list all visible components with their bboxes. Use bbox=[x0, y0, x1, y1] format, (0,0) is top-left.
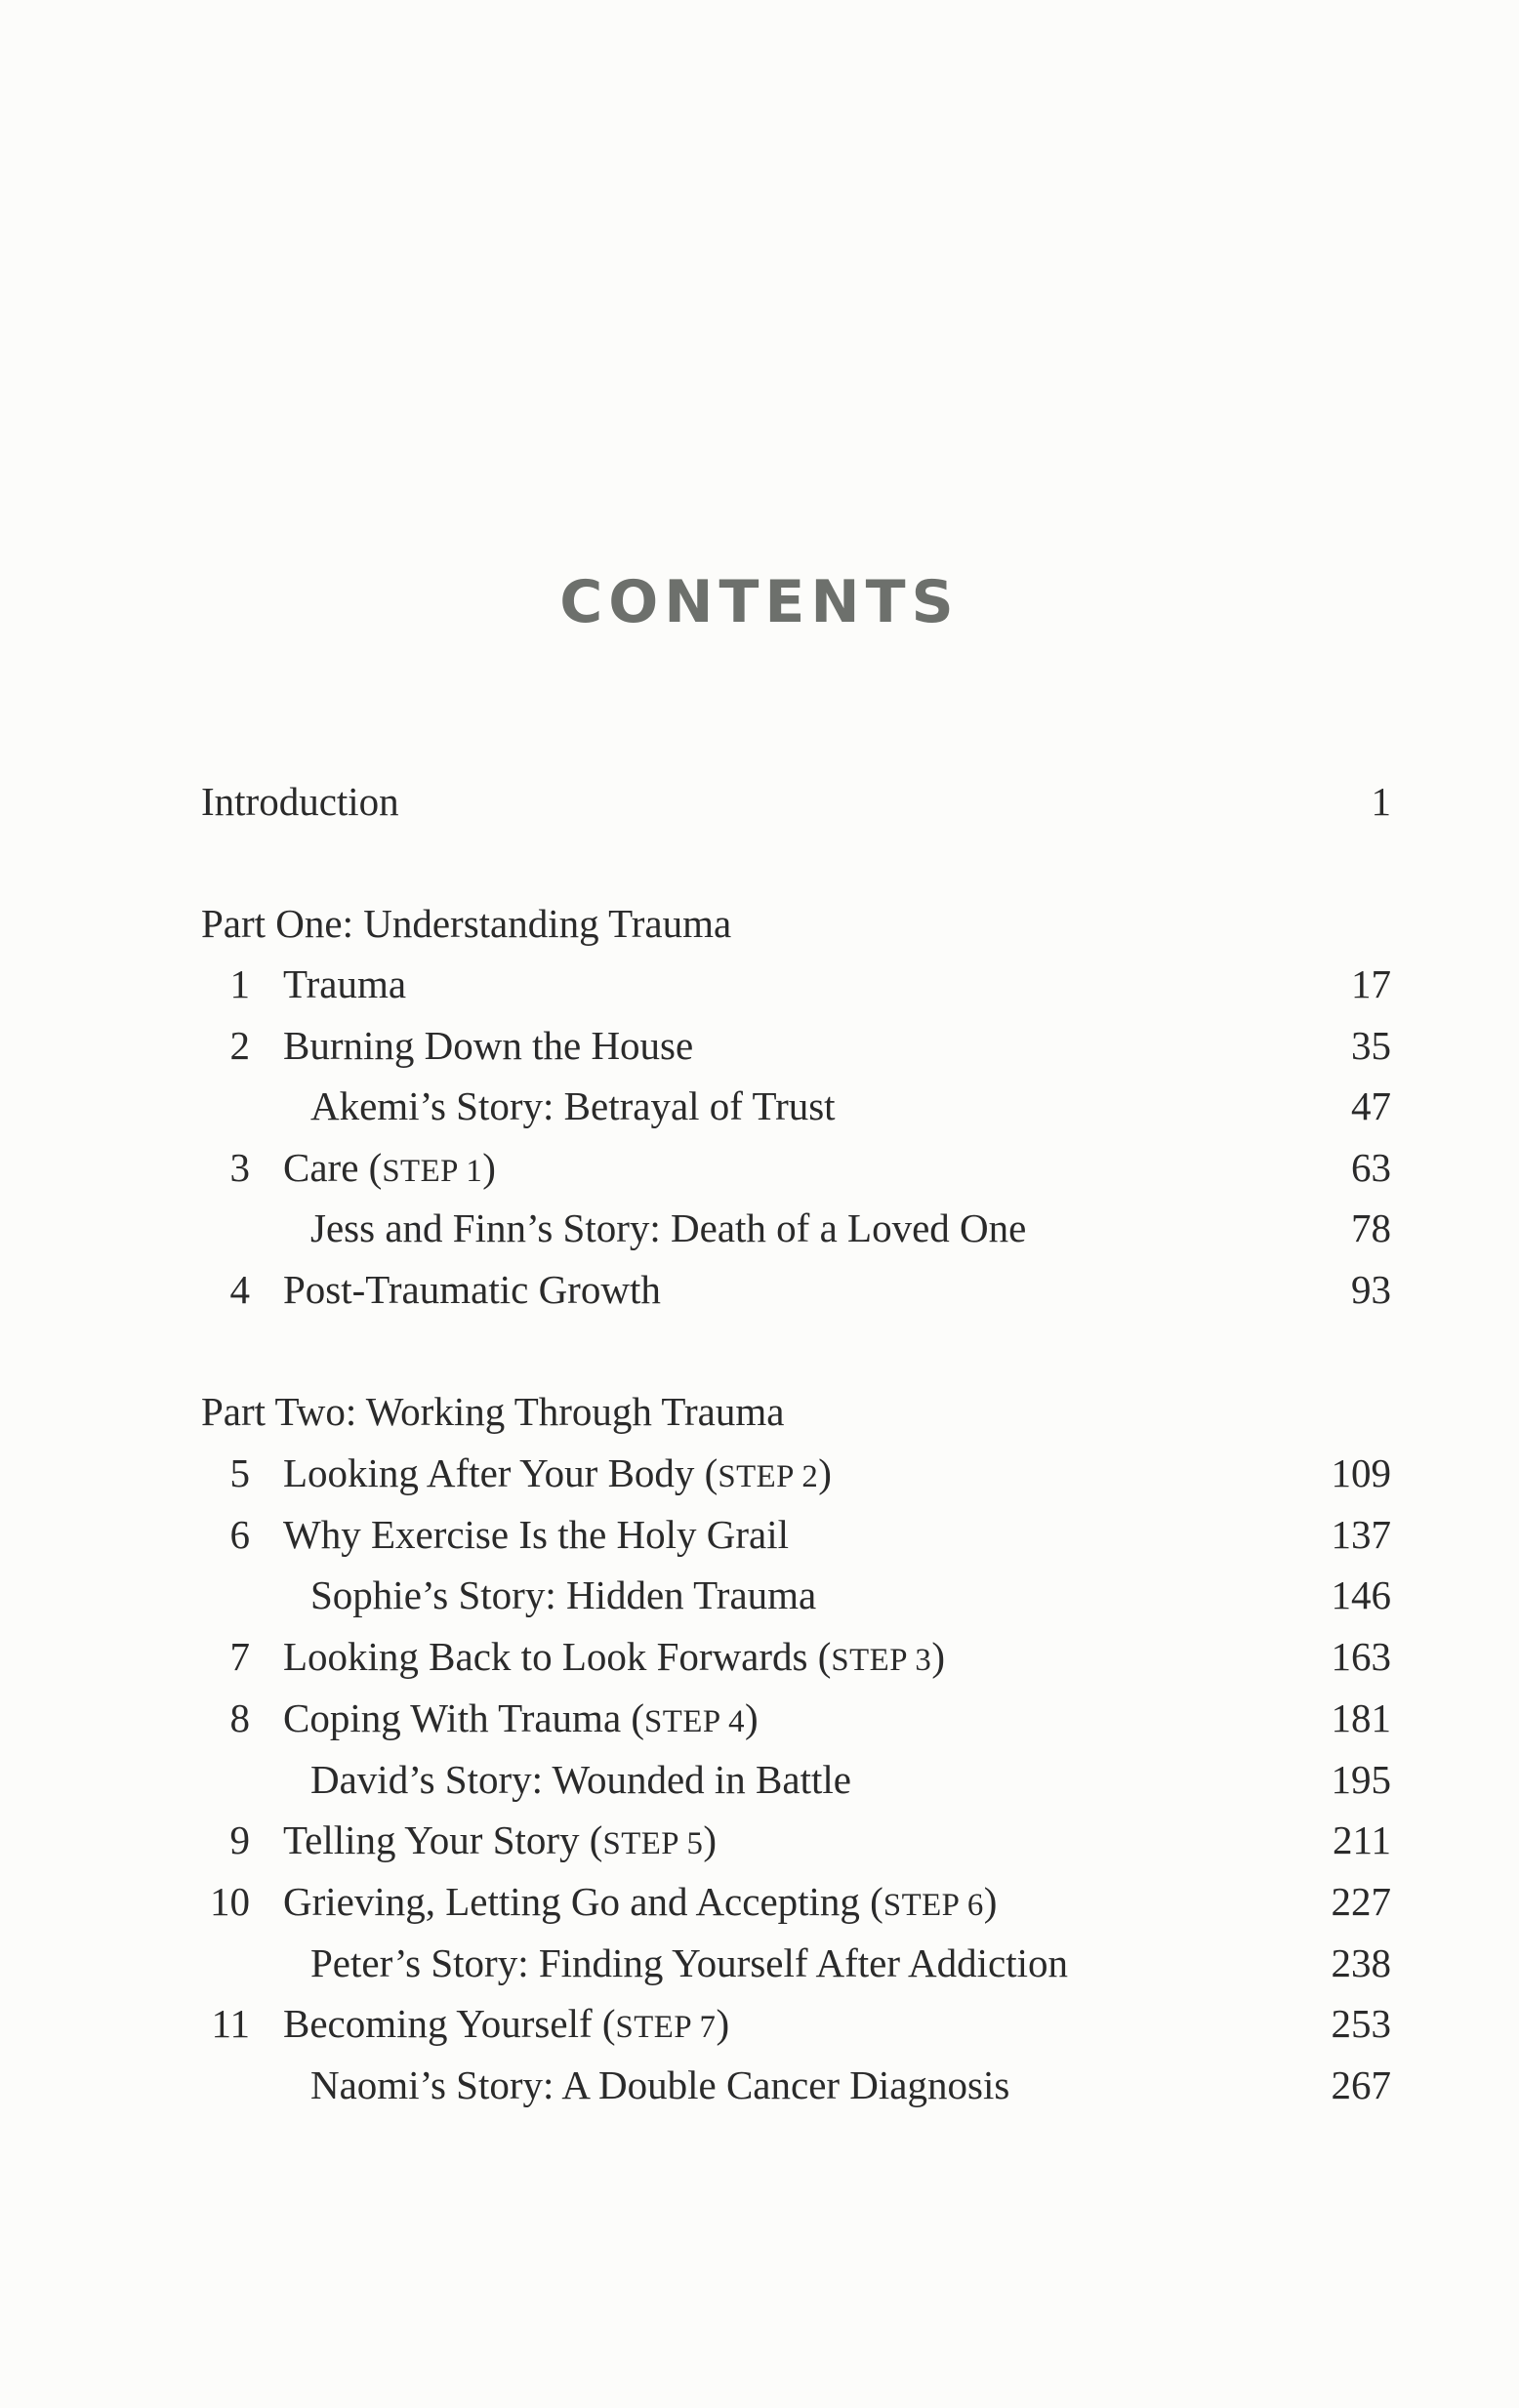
closing-paren: ) bbox=[716, 2001, 730, 2047]
page-title: CONTENTS bbox=[559, 568, 960, 636]
entry-page: 253 bbox=[1331, 2001, 1391, 2047]
toc-entry bbox=[0, 1749, 1519, 1810]
entry-page: 47 bbox=[1351, 1083, 1391, 1129]
title-text: Jess and Finn’s Story: Death of a Loved One bbox=[310, 1205, 1027, 1251]
toc-entry bbox=[0, 1993, 1519, 2054]
chapter-number: 4 bbox=[229, 1267, 250, 1312]
entry-page: 93 bbox=[1351, 1267, 1391, 1312]
chapter-number: 3 bbox=[229, 1144, 250, 1190]
chapter-number: 2 bbox=[229, 1022, 250, 1068]
entry-page: 211 bbox=[1333, 1817, 1391, 1863]
title-text: Looking Back to Look Forwards ( bbox=[283, 1634, 832, 1680]
closing-paren: ) bbox=[744, 1694, 759, 1740]
chapter-number: 1 bbox=[229, 961, 250, 1006]
chapter-number: 7 bbox=[229, 1634, 250, 1680]
chapter-title bbox=[283, 1443, 832, 1507]
story-title bbox=[310, 1749, 851, 1810]
toc-entry bbox=[0, 1688, 1519, 1748]
entry-page: 78 bbox=[1351, 1205, 1391, 1251]
chapter-number: 10 bbox=[210, 1878, 250, 1924]
part-one-heading bbox=[0, 893, 1519, 954]
toc-entry bbox=[0, 1443, 1519, 1503]
chapter-title bbox=[283, 1688, 759, 1752]
entry-page: 195 bbox=[1331, 1756, 1391, 1802]
story-title bbox=[310, 1933, 1068, 1993]
title-text: Naomi’s Story: A Double Cancer Diagnosis bbox=[310, 2062, 1010, 2107]
chapter-title bbox=[283, 1259, 661, 1320]
chapter-number: 9 bbox=[229, 1817, 250, 1863]
entry-page: 227 bbox=[1331, 1878, 1391, 1924]
closing-paren: ) bbox=[703, 1817, 718, 1863]
chapter-title bbox=[283, 1871, 997, 1936]
title-text: Peter’s Story: Finding Yourself After Addiction bbox=[310, 1939, 1068, 1985]
chapter-title bbox=[283, 1810, 717, 1874]
story-title bbox=[310, 2055, 1009, 2115]
title-text: Post-Traumatic Growth bbox=[283, 1267, 661, 1312]
toc-entry bbox=[0, 1259, 1519, 1320]
step-label: STEP 7 bbox=[615, 2010, 717, 2046]
entry-page: 181 bbox=[1331, 1694, 1391, 1740]
step-label: STEP 3 bbox=[831, 1643, 932, 1679]
step-label: STEP 5 bbox=[602, 1826, 704, 1862]
closing-paren: ) bbox=[818, 1450, 832, 1495]
title-text: Akemi’s Story: Betrayal of Trust bbox=[310, 1083, 836, 1129]
entry-page: 267 bbox=[1331, 2062, 1391, 2107]
entry-page: 1 bbox=[1371, 779, 1391, 824]
closing-paren: ) bbox=[931, 1634, 945, 1680]
chapter-title bbox=[283, 1015, 693, 1076]
title-text: Burning Down the House bbox=[283, 1022, 694, 1068]
chapter-number: 8 bbox=[229, 1694, 250, 1740]
entry-title: Introduction bbox=[201, 779, 399, 824]
chapter-title bbox=[283, 1993, 729, 2058]
chapter-number: 11 bbox=[211, 2001, 250, 2047]
title-text: Care ( bbox=[283, 1144, 383, 1190]
chapter-title bbox=[283, 1137, 496, 1202]
toc-entry-introduction bbox=[0, 771, 1519, 832]
toc-entry bbox=[0, 1015, 1519, 1076]
part-title: Part Two: Working Through Trauma bbox=[201, 1389, 785, 1434]
toc-entry bbox=[0, 1198, 1519, 1258]
closing-paren: ) bbox=[983, 1878, 998, 1924]
chapter-number: 6 bbox=[229, 1511, 250, 1557]
toc-entry bbox=[0, 2055, 1519, 2115]
closing-paren: ) bbox=[482, 1144, 496, 1190]
step-label: STEP 1 bbox=[382, 1153, 483, 1189]
toc-entry bbox=[0, 1076, 1519, 1136]
toc-entry bbox=[0, 954, 1519, 1014]
toc-entry bbox=[0, 1871, 1519, 1932]
title-text: Looking After Your Body ( bbox=[283, 1450, 718, 1495]
title-text: Telling Your Story ( bbox=[283, 1817, 603, 1863]
title-text: Sophie’s Story: Hidden Trauma bbox=[310, 1572, 817, 1618]
title-text: Coping With Trauma ( bbox=[283, 1694, 645, 1740]
entry-page: 137 bbox=[1331, 1511, 1391, 1557]
title-text: Grieving, Letting Go and Accepting ( bbox=[283, 1878, 883, 1924]
entry-page: 63 bbox=[1351, 1144, 1391, 1190]
step-label: STEP 4 bbox=[644, 1703, 745, 1739]
part-title: Part One: Understanding Trauma bbox=[201, 901, 732, 946]
title-text: Why Exercise Is the Holy Grail bbox=[283, 1511, 790, 1557]
toc-entry bbox=[0, 1565, 1519, 1625]
step-label: STEP 2 bbox=[718, 1459, 819, 1494]
toc-entry bbox=[0, 1933, 1519, 1993]
entry-page: 109 bbox=[1331, 1450, 1391, 1495]
step-label: STEP 6 bbox=[883, 1887, 984, 1923]
toc-entry bbox=[0, 1626, 1519, 1687]
story-title bbox=[310, 1565, 816, 1625]
toc-entry bbox=[0, 1810, 1519, 1870]
title-text: David’s Story: Wounded in Battle bbox=[310, 1756, 851, 1802]
title-text: Trauma bbox=[283, 961, 407, 1006]
toc-entry bbox=[0, 1504, 1519, 1565]
entry-page: 146 bbox=[1331, 1572, 1391, 1618]
toc-entry bbox=[0, 1137, 1519, 1198]
entry-page: 35 bbox=[1351, 1022, 1391, 1068]
part-two-heading bbox=[0, 1381, 1519, 1442]
entry-page: 17 bbox=[1351, 961, 1391, 1006]
chapter-title bbox=[283, 1626, 945, 1691]
title-text: Becoming Yourself ( bbox=[283, 2001, 616, 2047]
entry-page: 238 bbox=[1331, 1939, 1391, 1985]
entry-page: 163 bbox=[1331, 1634, 1391, 1680]
chapter-number: 5 bbox=[229, 1450, 250, 1495]
story-title bbox=[310, 1076, 836, 1136]
story-title bbox=[310, 1198, 1026, 1258]
chapter-title bbox=[283, 954, 406, 1014]
chapter-title bbox=[283, 1504, 789, 1565]
